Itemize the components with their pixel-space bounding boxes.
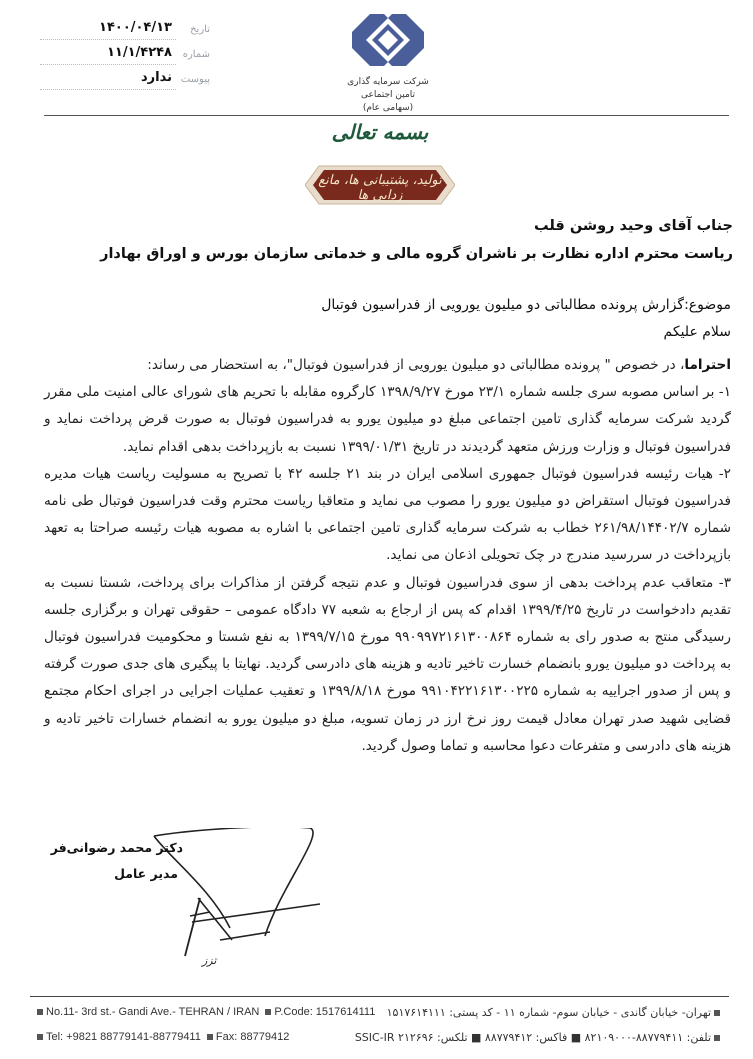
footer-contact-fa [355, 1031, 723, 1044]
basmala-calligraphy: بسمه تعالی [331, 120, 429, 144]
footer-address-fa [387, 1006, 723, 1019]
signature-initials: تزز [202, 954, 217, 967]
company-logo [338, 10, 438, 113]
addressee-position: ریاست محترم اداره نظارت بر ناشران گروه مالی و خدماتی سازمان بورس و اوراق بهادار [100, 246, 733, 262]
footer-address-en [34, 1006, 375, 1018]
logo-mark-icon [348, 10, 428, 72]
date-label: تاریخ [190, 24, 210, 35]
attachment-value: ندارد [140, 70, 172, 85]
bullet-square-icon [714, 1010, 720, 1016]
company-name: شرکت سرمایه گذاری تامین اجتماعی [347, 77, 429, 100]
addressee-name: جناب آقای وحید روشن قلب [534, 218, 733, 234]
footer-contact-en [34, 1031, 289, 1043]
header-divider [44, 115, 729, 116]
company-type: (سهامی عام) [362, 103, 414, 113]
bullet-square-icon [207, 1034, 213, 1040]
intro-paragraph [44, 352, 731, 379]
letter-subject: موضوع:گزارش پرونده مطالباتی دو میلیون یورویی از فدراسیون فوتبال [321, 297, 731, 313]
signatory-name: دکتر محمد رضوانی‌فر [50, 840, 183, 855]
footer-address-fa-text: تهران- خیابان گاندی - خیابان سوم- شماره ۱۱ - کد پستی: ۱۵۱۷۶۱۴۱۱۱ [386, 1006, 711, 1019]
footer-address-en-text: No.11- 3rd st.- Gandi Ave.- TEHRAN / IRAN [46, 1006, 260, 1018]
letter-date-row [40, 20, 210, 42]
bullet-square-icon [37, 1034, 43, 1040]
number-value: ۱۱/۱/۴۲۴۸ [106, 45, 172, 60]
letter-number-row [40, 45, 210, 67]
body-paragraph-3: ۳- متعاقب عدم پرداخت بدهی از سوی فدراسیون فوتبال و عدم نتیجه گرفتن از مذاکرات برای پرداخت، شستا نسبت به تقدیم دادخواست در تاریخ ۱۳۹۹/۴/۲۵ اقدام که پس از ارجاع به شعبه ۷۷ دادگاه عمومی – حقوقی تهران و برگزاری جلسه رسیدگی منتج به صدور رای به شماره ۹۹۰۹۹۷۲۱۶۱۳۰۰۸۶۴ مورخ ۱۳۹۹/۷/۱۵ به نفع شستا و محکومیت فدراسیون فوتبال به پرداخت دو میلیون یورو بانضمام خسارت تاخیر تادیه و هزینه های دادرسی گردید. نهایتا با پیگیری های جدی صورت گرفته و پس از صدور اجراییه به شماره ۹۹۱۰۴۲۲۱۶۱۳۰۰۲۲۵ مورخ ۱۳۹۹/۸/۱۸ و تعقیب عملیات اجرایی در اجرای احکام مجتمع قضایی شهید صدر تهران معادل قیمت روز نرخ ارز در زمان تسویه، مبلغ دو میلیون یورو به انضمام خسارات تاخیر تادیه و هزینه های دادرسی و متفرعات دعوا محاسبه و تماما وصول گردید. [44, 574, 732, 754]
dotted-line [40, 64, 176, 65]
letter-body [44, 352, 731, 760]
number-label: شماره [182, 49, 210, 60]
intro-bold: احتراما [684, 357, 731, 373]
body-paragraph-2: ۲- هیات رئیسه فدراسیون فوتبال جمهوری اسلامی ایران در بند ۲۱ جلسه ۴۲ با تصریح به مسولیت ریاست هیات مدیره فدراسیون فوتبال استقراض دو میلیون یورو را مصوب می نماید و متعاقبا ریاست محترم وقت فدراسیون فوتبال طی نامه شماره ۲۶۱/۹۸/۱۴۴۰۲/۷ خطاب به شرکت سرمایه گذاری تامین اجتماعی با اشاره به مصوبه هیات رئیسه صراحتا به تعهد بازپرداخت در سررسید مندرج در چک تحویلی اذعان می نماید. [44, 465, 731, 564]
footer-fax-en: Fax: 88779412 [215, 1031, 290, 1043]
body-paragraph-1: ۱- بر اساس مصوبه سری جلسه شماره ۲۳/۱ مورخ ۱۳۹۸/۹/۲۷ کارگروه مقابله با تحریم های شورای عالی امنیت ملی مقرر گردید شرکت سرمایه گذاری تامین اجتماعی مبلغ دو میلیون یورو به فدراسیون فوتبال به صورت قرض پرداخت نماید و فدراسیون فوتبال و وزارت ورزش متعهد گردیدند در تاریخ ۱۳۹۹/۰۱/۳۱ نسبت به بازپرداخت بدهی اقدام نماید. [44, 384, 731, 455]
dotted-line [40, 39, 176, 40]
footer-contact-fa-text: تلفن: ۸۸۷۷۹۴۱۱-۸۲۱۰۹۰۰۰ ■ فاکس: ۸۸۷۷۹۴۱۲ ■ تلکس: SSIC-IR ۲۱۲۶۹۶ [354, 1031, 711, 1044]
bullet-square-icon [265, 1009, 271, 1015]
footer-divider [30, 996, 729, 997]
date-value: ۱۴۰۰/۰۴/۱۳ [99, 20, 172, 35]
attachment-label: پیوست [180, 74, 210, 85]
bullet-square-icon [714, 1035, 720, 1041]
letter-attachment-row [40, 70, 210, 92]
dotted-line [40, 89, 176, 90]
banner-slogan: تولید، پشتیبانی ها، مانع زدایی ها [318, 173, 442, 203]
bullet-square-icon [37, 1009, 43, 1015]
slogan-banner [305, 163, 455, 207]
footer-postcode-en: P.Code: 1517614111 [274, 1006, 376, 1018]
intro-text: ، در خصوص " پرونده مطالباتی دو میلیون یورویی از فدراسیون فوتبال"، به استحضار می رساند: [147, 357, 685, 373]
signatory-title: مدیر عامل [114, 866, 178, 881]
greeting: سلام علیکم [663, 324, 731, 340]
footer-tel-en: Tel: +9821 88779141-88779411 [46, 1031, 201, 1043]
